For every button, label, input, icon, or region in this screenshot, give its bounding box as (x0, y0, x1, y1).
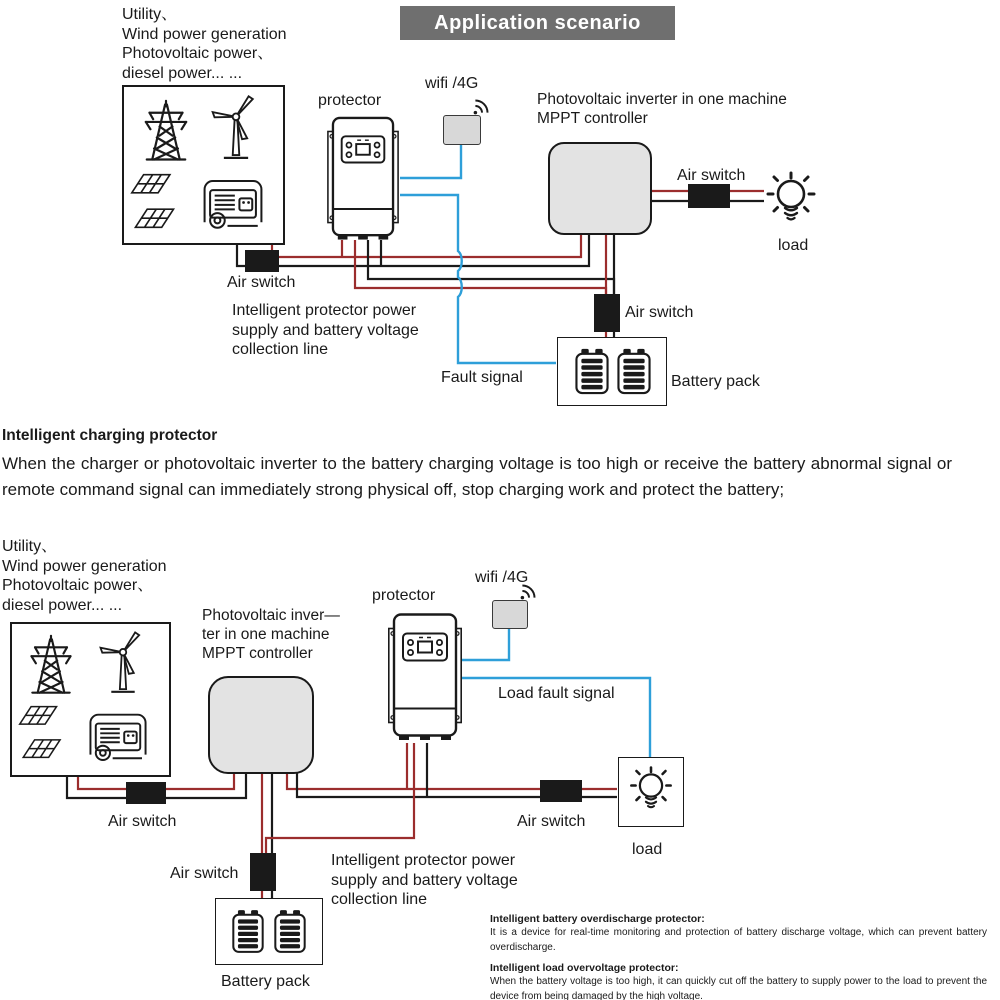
note-heading: Intelligent load overvoltage protector: (490, 962, 679, 974)
battery-pack-label: Battery pack (221, 973, 310, 990)
load-label: load (632, 841, 663, 858)
sources-caption (122, 5, 287, 83)
caption-line: MPPT controller (202, 645, 313, 662)
wire-red-inverter-to-load (287, 771, 617, 789)
battery-icon (273, 906, 307, 956)
caption-line: diesel power... ... (122, 64, 243, 82)
caption-line: Intelligent protector power (232, 302, 417, 319)
note-body: It is a device for real-time monitoring and protection of battery discharge voltage, which can prevent battery overdischarge. (490, 927, 987, 953)
light-bulb-icon (627, 765, 675, 818)
protector-device (326, 115, 400, 241)
air-switch-box (126, 782, 166, 804)
wire-black-source-to-inverter (237, 233, 589, 266)
air-switch-label: Air switch (170, 865, 239, 882)
protector-device (388, 610, 462, 743)
section-heading: Intelligent charging protector (2, 427, 218, 444)
wire-red-protector-to-battery (355, 240, 606, 298)
battery-icon (231, 906, 265, 956)
fault-signal-label: Fault signal (441, 369, 523, 386)
caption-line: diesel power... ... (2, 596, 123, 614)
caption-line: ter in one machine (202, 626, 330, 643)
caption-line: collection line (331, 891, 428, 908)
solar-panel-icon (18, 698, 74, 766)
air-switch-label: Air switch (517, 813, 586, 830)
signal-line-wifi (400, 144, 461, 178)
wire-red-source-to-inverter (272, 233, 581, 257)
signal-line-wifi (462, 628, 509, 660)
transmission-tower-icon (138, 99, 194, 165)
battery-icon (616, 346, 652, 396)
wire-black-protector-to-battery (368, 240, 614, 298)
air-switch-label: Air switch (227, 274, 296, 291)
collection-line-caption (331, 851, 518, 910)
caption-line: supply and battery voltage (232, 321, 419, 339)
air-switch-box (250, 853, 276, 891)
caption-line: Photovoltaic power、 (2, 577, 154, 594)
caption-line: Utility、 (2, 538, 58, 555)
sources-caption (2, 537, 167, 615)
power-sources-box (122, 85, 285, 245)
section-body: When the charger or photovoltaic inverter to the battery charging voltage is too high or receive the battery abnormal signal or remote command signal can immediately strong physical off, stop charging work and protect the battery; (2, 454, 952, 499)
air-switch-label: Air switch (677, 167, 746, 184)
inverter-caption (537, 90, 787, 128)
caption-line: Photovoltaic inver— (202, 607, 340, 624)
air-switch-box (688, 184, 730, 208)
wifi-signal-icon (471, 95, 493, 117)
wifi-module (443, 115, 481, 145)
battery-pack-box (215, 898, 323, 965)
caption-line: MPPT controller (537, 110, 648, 127)
caption-line: supply and battery voltage (331, 871, 518, 889)
air-switch-label: Air switch (625, 304, 694, 321)
wifi-label: wifi /4G (425, 75, 479, 92)
inverter-caption (202, 606, 340, 663)
load-label: load (778, 237, 809, 254)
load-fault-signal-label: Load fault signal (498, 685, 615, 702)
protector-label: protector (318, 92, 382, 109)
caption-line: Wind power generation (2, 557, 167, 575)
inverter-device (548, 142, 652, 235)
caption-line: Intelligent protector power (331, 852, 516, 869)
load-box (618, 757, 684, 827)
wifi-signal-icon (518, 580, 540, 602)
battery-icon (574, 346, 610, 396)
wind-turbine-icon (96, 630, 150, 696)
power-sources-box (10, 622, 171, 777)
caption-line: Photovoltaic inverter in one machine (537, 91, 787, 108)
protector-notes (490, 906, 987, 1000)
diesel-generator-icon (86, 708, 150, 764)
battery-pack-box (557, 337, 667, 406)
caption-line: collection line (232, 341, 329, 358)
solar-panel-icon (130, 166, 188, 236)
caption-line: Utility、 (122, 6, 178, 23)
light-bulb-icon (763, 170, 819, 232)
wind-turbine-icon (208, 94, 264, 162)
wifi-label: wifi /4G (475, 569, 529, 586)
air-switch-box (245, 250, 279, 272)
transmission-tower-icon (24, 634, 78, 698)
caption-line: Photovoltaic power、 (122, 45, 274, 62)
note-body: When the battery voltage is too high, it can quickly cut off the battery to supply power to the load to prevent the device from being damaged by the high voltage. (490, 976, 987, 1000)
air-switch-box (594, 294, 620, 332)
caption-line: Wind power generation (122, 25, 287, 43)
note-heading: Intelligent battery overdischarge protector: (490, 913, 705, 925)
air-switch-box (540, 780, 582, 802)
protector-label: protector (372, 587, 436, 604)
collection-line-caption (232, 301, 419, 360)
diesel-generator-icon (200, 174, 266, 232)
inverter-device (208, 676, 314, 774)
signal-line-fault (400, 195, 556, 363)
air-switch-label: Air switch (108, 813, 177, 830)
wifi-module (492, 600, 528, 629)
battery-pack-label: Battery pack (671, 373, 760, 390)
wire-black-inverter-to-load (297, 771, 617, 797)
page-title: Application scenario (400, 6, 675, 40)
